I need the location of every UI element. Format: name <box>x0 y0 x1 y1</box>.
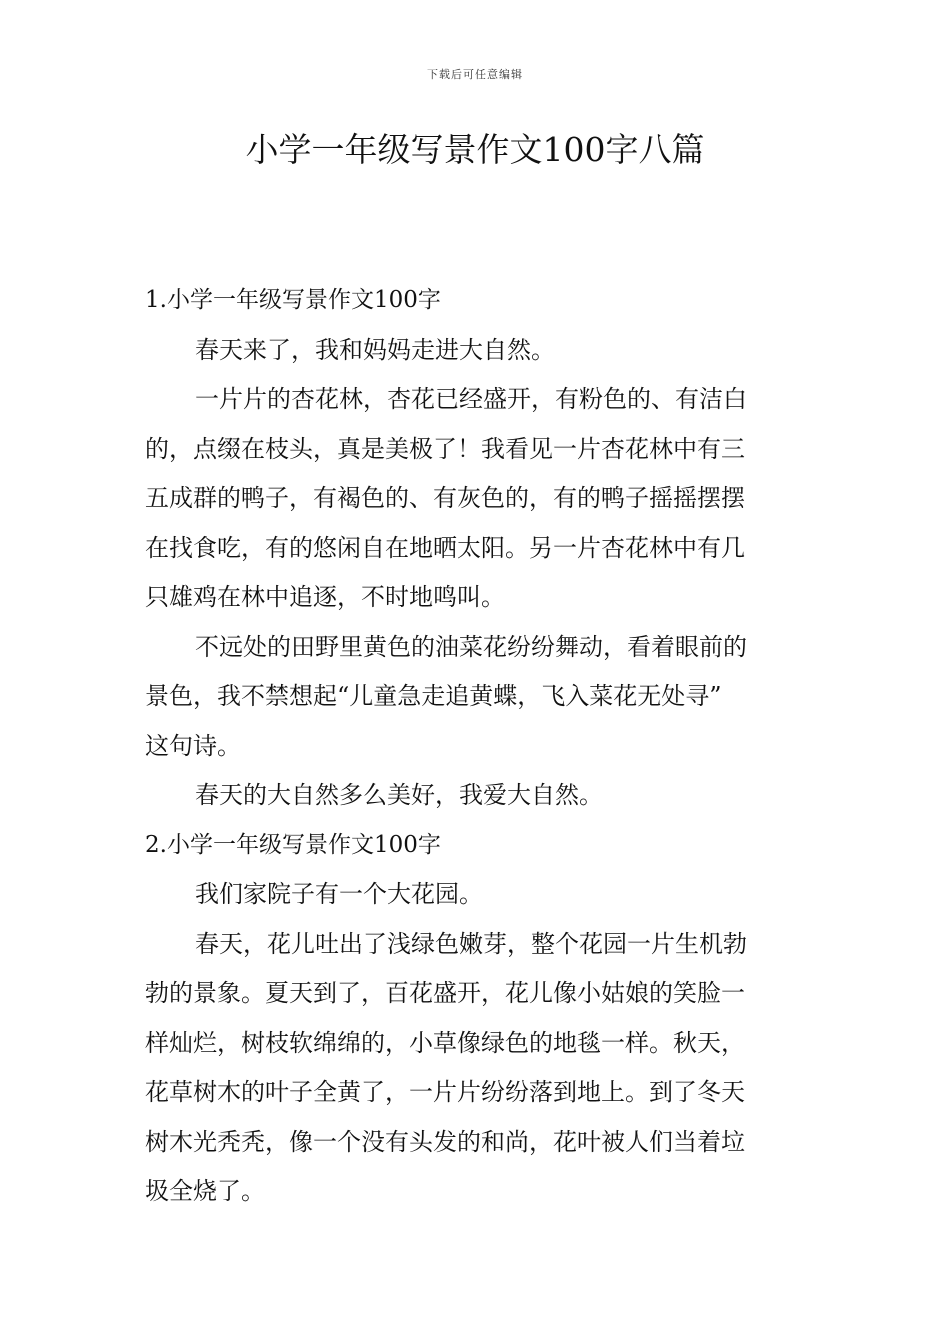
paragraph-line: 一片片的杏花林，杏花已经盛开，有粉色的、有洁白 <box>195 385 747 413</box>
paragraph-line: 春天，花儿吐出了浅绿色嫩芽，整个花园一片生机勃 <box>195 929 747 958</box>
paragraph-line: 春天的大自然多么美好，我爱大自然。 <box>195 781 603 809</box>
paragraph <box>145 771 807 821</box>
paragraph-line: 春天来了，我和妈妈走进大自然。 <box>195 335 555 364</box>
paragraph-line: 我们家院子有一个大花园。 <box>195 880 483 908</box>
paragraph <box>145 920 807 1217</box>
paragraph-line: 只雄鸡在林中追逐，不时地鸣叫。 <box>145 583 505 611</box>
paragraph <box>145 623 807 772</box>
document-title: 小学一年级写景作文100字八篇 <box>245 130 705 169</box>
paragraph <box>145 375 807 623</box>
paragraph <box>145 326 807 376</box>
paragraph-line: 的，点缀在枝头，真是美极了！我看见一片杏花林中有三 <box>145 434 745 463</box>
paragraph-line: 这句诗。 <box>145 731 241 760</box>
document-body <box>145 276 807 1217</box>
paragraph-line: 样灿烂，树枝软绵绵的，小草像绿色的地毯一样。秋天， <box>145 1028 745 1057</box>
paragraph-line: 勃的景象。夏天到了，百花盛开，花儿像小姑娘的笑脸一 <box>145 979 745 1007</box>
paragraph-line: 树木光秃秃，像一个没有头发的和尚，花叶被人们当着垃 <box>145 1127 745 1156</box>
paragraph-line: 五成群的鸭子，有褐色的、有灰色的，有的鸭子摇摇摆摆 <box>145 484 745 512</box>
paragraph-line: 不远处的田野里黄色的油菜花纷纷舞动，看着眼前的 <box>195 632 747 661</box>
section-heading: 2.小学一年级写景作文100字 <box>145 831 441 858</box>
paragraph-line: 花草树木的叶子全黄了，一片片纷纷落到地上。到了冬天 <box>145 1078 745 1106</box>
paragraph <box>145 870 807 920</box>
paragraph-line: 景色，我不禁想起“儿童急走追黄蝶，飞入菜花无处寻” <box>145 682 722 710</box>
paragraph-line: 圾全烧了。 <box>145 1177 265 1205</box>
paragraph-line: 在找食吃，有的悠闲自在地晒太阳。另一片杏花林中有几 <box>145 533 745 562</box>
section-heading: 1.小学一年级写景作文100字 <box>145 287 441 313</box>
header-note: 下载后可任意编辑 <box>427 68 523 81</box>
